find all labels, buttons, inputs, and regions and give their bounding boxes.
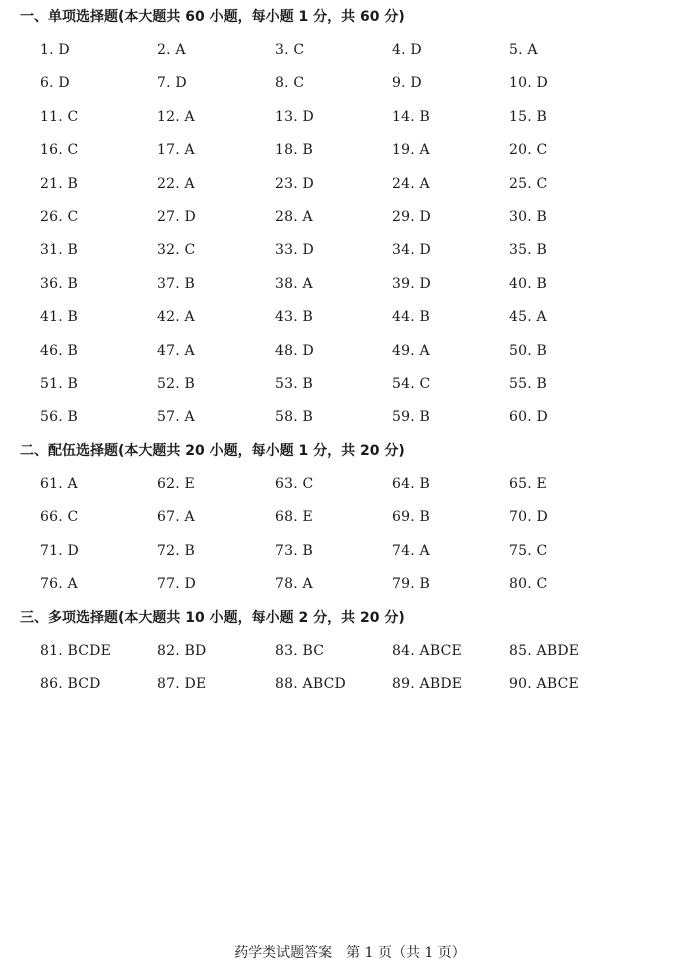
answer-item: 59. B [392, 409, 431, 426]
answer-row [0, 635, 700, 668]
answer-item: 27. D [157, 208, 196, 225]
answer-row [0, 268, 700, 301]
answer-item: 15. B [509, 108, 548, 125]
answer-item: 45. A [509, 309, 547, 326]
answer-row [0, 234, 700, 267]
answer-item: 11. C [40, 108, 79, 125]
answer-item: 22. A [157, 175, 195, 192]
answer-row [0, 401, 700, 434]
answer-item: 88. ABCD [275, 676, 346, 693]
answer-item: 62. E [157, 476, 195, 492]
answer-row [0, 67, 700, 100]
answer-item: 20. C [509, 142, 548, 159]
answer-item: 76. A [40, 576, 78, 593]
answer-item: 33. D [275, 242, 314, 259]
answer-item: 79. B [392, 576, 431, 593]
answer-item: 71. D [40, 542, 79, 559]
answer-item: 48. D [275, 342, 314, 359]
answer-item: 26. C [40, 208, 79, 225]
answer-item: 10. D [509, 75, 548, 92]
answer-item: 80. C [509, 576, 548, 593]
answer-row [0, 201, 700, 234]
answer-item: 30. B [509, 208, 548, 225]
answer-item: 61. A [40, 476, 78, 492]
answer-item: 55. B [509, 375, 548, 392]
answer-item: 9. D [392, 75, 422, 92]
answer-item: 51. B [40, 375, 79, 392]
answer-item: 8. C [275, 75, 305, 92]
answer-item: 70. D [509, 509, 548, 526]
answer-item: 86. BCD [40, 676, 101, 693]
answer-item: 34. D [392, 242, 431, 259]
section-title: 一、单项选择题(本大题共 60 小题，每小题 1 分，共 60 分) [20, 9, 405, 25]
answer-row [0, 468, 700, 501]
answer-item: 44. B [392, 309, 431, 326]
answer-item: 52. B [157, 375, 196, 392]
answer-item: 75. C [509, 542, 548, 559]
answer-item: 56. B [40, 409, 79, 426]
page-footer: 药学类试题答案 第 1 页（共 1 页） [234, 945, 466, 961]
answer-item: 69. B [392, 509, 431, 526]
answer-item: 54. C [392, 375, 431, 392]
answer-item: 57. A [157, 409, 195, 426]
answer-item: 37. B [157, 275, 196, 292]
answer-item: 46. B [40, 342, 79, 359]
answer-row [0, 535, 700, 568]
answer-row [0, 134, 700, 167]
answer-grid [0, 635, 700, 702]
answer-item: 21. B [40, 175, 79, 192]
answer-item: 78. A [275, 576, 313, 593]
answer-item: 25. C [509, 175, 548, 192]
answer-item: 66. C [40, 509, 79, 526]
answer-item: 84. ABCE [392, 643, 462, 659]
answer-item: 6. D [40, 75, 70, 92]
answer-row [0, 501, 700, 534]
answer-item: 2. A [157, 42, 186, 58]
answer-item: 24. A [392, 175, 430, 192]
answer-row [0, 568, 700, 601]
answer-item: 3. C [275, 42, 305, 58]
answer-item: 32. C [157, 242, 196, 259]
answer-item: 49. A [392, 342, 430, 359]
answer-item: 5. A [509, 42, 538, 58]
answer-item: 36. B [40, 275, 79, 292]
answer-item: 83. BC [275, 643, 325, 659]
answer-item: 19. A [392, 142, 430, 159]
answer-item: 31. B [40, 242, 79, 259]
answer-item: 39. D [392, 275, 431, 292]
answer-item: 40. B [509, 275, 548, 292]
answer-item: 81. BCDE [40, 643, 112, 659]
answer-item: 72. B [157, 542, 196, 559]
answer-grid [0, 34, 700, 435]
answer-grid [0, 468, 700, 602]
answer-row [0, 368, 700, 401]
answer-item: 16. C [40, 142, 79, 159]
answer-item: 47. A [157, 342, 195, 359]
answer-item: 87. DE [157, 676, 207, 693]
answer-row [0, 335, 700, 368]
answer-item: 23. D [275, 175, 314, 192]
section-title: 三、多项选择题(本大题共 10 小题，每小题 2 分，共 20 分) [20, 610, 405, 626]
answer-item: 29. D [392, 208, 431, 225]
answer-item: 35. B [509, 242, 548, 259]
section-title: 二、配伍选择题(本大题共 20 小题，每小题 1 分，共 20 分) [20, 443, 405, 459]
answer-item: 4. D [392, 42, 422, 58]
answer-row [0, 668, 700, 701]
answer-item: 41. B [40, 309, 79, 326]
answer-item: 63. C [275, 476, 314, 492]
answer-item: 14. B [392, 108, 431, 125]
answer-item: 68. E [275, 509, 313, 526]
answer-item: 64. B [392, 476, 431, 492]
answer-item: 89. ABDE [392, 676, 463, 693]
answer-item: 1. D [40, 42, 70, 58]
answer-item: 17. A [157, 142, 195, 159]
answer-item: 38. A [275, 275, 313, 292]
answer-row [0, 34, 700, 67]
answer-item: 58. B [275, 409, 314, 426]
answer-item: 74. A [392, 542, 430, 559]
answer-item: 53. B [275, 375, 314, 392]
answer-item: 90. ABCE [509, 676, 579, 693]
answer-item: 85. ABDE [509, 643, 580, 659]
answer-item: 7. D [157, 75, 187, 92]
answer-item: 13. D [275, 108, 314, 125]
answer-item: 18. B [275, 142, 314, 159]
answer-item: 67. A [157, 509, 195, 526]
answer-item: 42. A [157, 309, 195, 326]
answer-item: 43. B [275, 309, 314, 326]
answer-item: 65. E [509, 476, 547, 492]
answer-item: 82. BD [157, 643, 207, 659]
answer-item: 73. B [275, 542, 314, 559]
answer-item: 50. B [509, 342, 548, 359]
answer-row [0, 101, 700, 134]
answer-item: 28. A [275, 208, 313, 225]
answer-row [0, 168, 700, 201]
answer-item: 60. D [509, 409, 548, 426]
answer-item: 12. A [157, 108, 195, 125]
answer-item: 77. D [157, 576, 196, 593]
answer-row [0, 301, 700, 334]
